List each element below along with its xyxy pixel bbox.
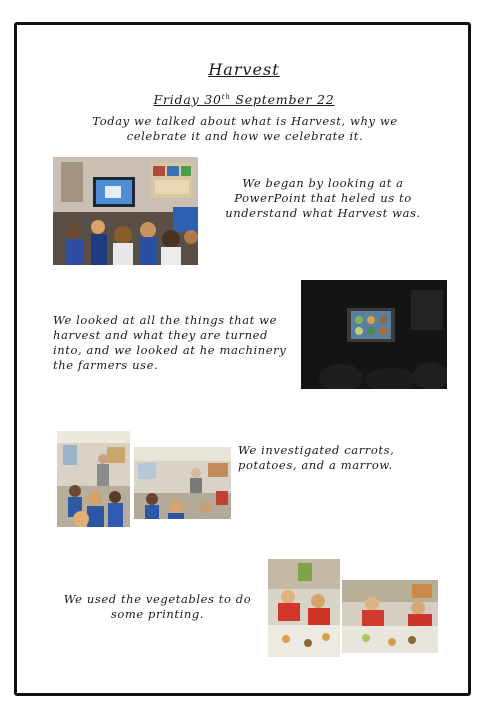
section-4-text: We used the vegetables to do some printing. — [63, 592, 252, 621]
intro-text: Today we talked about what is Harvest, why we celebrate it and how we celebrate it. — [92, 114, 398, 143]
section-3-text: We investigated carrots, potatoes, and a marrow. — [238, 443, 395, 472]
page-title: Harvest — [208, 60, 280, 79]
dark-classroom-projector-photo — [301, 280, 447, 389]
section-2-text: We looked at all the things that we harvest and what they are turned into, and we looked at he machinery the farmers use. — [53, 313, 287, 372]
investigating-vegetables-photo-1 — [57, 431, 130, 527]
investigating-vegetables-photo-2 — [134, 447, 231, 519]
vegetable-printing-photo-2 — [342, 580, 438, 653]
page-date: Friday 30th September 22 — [153, 92, 335, 107]
vegetable-printing-photo-1 — [268, 559, 340, 657]
classroom-whiteboard-photo — [53, 157, 198, 265]
section-1-text: We began by looking at a PowerPoint that heled us to understand what Harvest was. — [225, 176, 421, 220]
